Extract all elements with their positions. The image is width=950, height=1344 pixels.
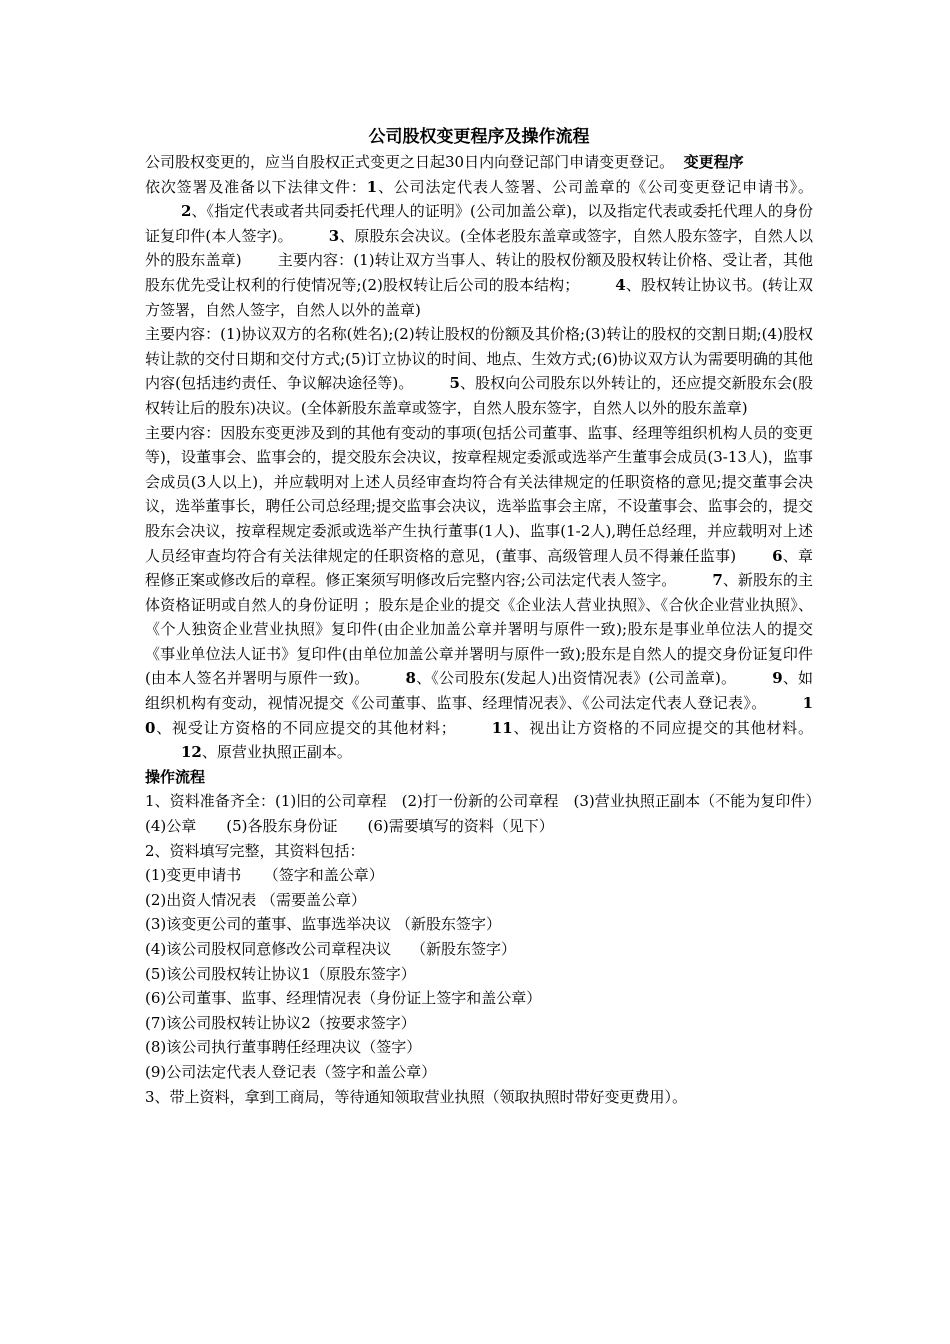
item-2-text: 、《指定代表或者共同委托代理人的证明》(公司加盖公章)，以及指定代表或委托代理人的身份证复印件(本人签字)。 [145, 202, 813, 245]
list-item: (9)公司法定代表人登记表（签字和盖公章） [145, 1062, 437, 1081]
item-10-text: 、视受让方资格的不同应提交的其他材料； [155, 718, 456, 737]
operation-step-2: 2、资料填写完整，其资料包括： [145, 841, 365, 860]
item-2-number: 2 [181, 202, 192, 221]
list-item: (4)该公司股权同意修改公司章程决议 （新股东签字） [145, 940, 517, 958]
document-page [145, 124, 829, 1109]
item-5-number: 5 [449, 374, 460, 393]
list-item: (1)变更申请书 （签字和盖公章） [145, 866, 384, 885]
item-8-text: 、《公司股东(发起人)出资情况表》(公司盖章)。 [415, 669, 737, 688]
item-6-text: 、章程修正案或修改后的章程。修正案须写明修改后完整内容;公司法定代表人签字。 [145, 546, 813, 590]
item-4-number: 4 [615, 275, 626, 294]
intro-paragraph [145, 150, 813, 175]
materials-list [145, 863, 813, 1084]
item-9-text: 、如组织机构有变动，视情况提交《公司董事、监事、经理情况表》、《公司法定代表人登记表》。 [145, 669, 813, 713]
operation-flow-heading: 操作流程 [145, 767, 206, 786]
operation-step-3: 3、带上资料，拿到工商局，等待通知领取营业执照（领取执照时带好变更费用）。 [145, 1087, 688, 1106]
item-9-number: 9 [772, 669, 783, 688]
item-4-text: 、股权转让协议书。(转让双方签署，自然人签字，自然人以外的盖章) [145, 275, 813, 319]
item-3-content: 主要内容：(1)转让双方当事人、转让的股权份额及股权转让价格、受让者，其他股东优先受让权利的行使情况等;(2)股权转让后公司的股本结构； [145, 251, 813, 294]
docs-intro: 依次签署及准备以下法律文件： [145, 177, 367, 196]
document-title: 公司股权变更程序及操作流程 [368, 127, 590, 147]
procedure-paragraph-2 [145, 322, 813, 420]
item-1-number: 1 [366, 177, 378, 196]
item-11-number: 11 [491, 718, 513, 737]
item-12-number: 12 [181, 743, 202, 762]
item-4-content: 主要内容：(1)协议双方的名称(姓名);(2)转让股权的份额及其价格;(3)转让的股权的交割日期;(4)股权转让款的交付日期和交付方式;(5)订立协议的时间、地点、生效方式;(6)协议双方认为需要明确的其他内容(包括违约责任、争议解决途径等)。 [145, 325, 813, 393]
item-8-number: 8 [405, 669, 416, 688]
item-5-content: 主要内容：因股东变更涉及到的其他有变动的事项(包括公司董事、监事、经理等组织机构人员的变更等)，设董事会、监事会的，提交股东会决议，按章程规定委派或选举产生董事会成员(3-13人)，监事会成员(3人以上)，并应载明对上述人员经审查均符合有关法律规定的任职资格的意见;提交董事会决议，选举董事长，聘任公司总经理;提交监事会决议，选举监事会主席，不设董事会、监事会的，提交股东会决议，按章程规定委派或选举产生执行董事(1人)、监事(1-2人),聘任总经理，并应载明对上述人员经审查均符合有关法律规定的任职资格的意见，(董事、高级管理人员不得兼任监事) [145, 423, 813, 565]
list-item: (3)该变更公司的董事、监事选举决议 （新股东签字） [145, 915, 502, 934]
item-7-text: 、新股东的主体资格证明或自然人的身份证明 ；股东是企业的提交《企业法人营业执照》、《合伙企业营业执照》、《个人独资企业营业执照》复印件(由企业加盖公章并署明与原件一致);股东是事业单位法人的提交《事业单位法人证书》复印件(由单位加盖公章并署明与原件一致);股东是自然人的提交身份证复印件(由本人签名并署明与原件一致)。 [145, 571, 813, 688]
procedure-paragraph-1 [145, 175, 813, 323]
change-procedure-heading: 变更程序 [683, 153, 744, 171]
list-item: (7)该公司股权转让协议2（按要求签字） [145, 1013, 416, 1032]
list-item: (6)公司董事、监事、经理情况表（身份证上签字和盖公章） [145, 989, 542, 1008]
item-3-text: 、原股东会决议。(全体老股东盖章或签字，自然人股东签字，自然人以外的股东盖章) [145, 226, 813, 270]
item-11-text: 、视出让方资格的不同应提交的其他材料。 [512, 718, 813, 737]
item-6-number: 6 [772, 546, 783, 565]
item-12-text: 、原营业执照正副本。 [201, 743, 352, 762]
list-item: (2)出资人情况表 （需要盖公章） [145, 890, 367, 909]
item-3-number: 3 [328, 226, 340, 245]
list-item: (8)该公司执行董事聘任经理决议（签字） [145, 1038, 422, 1057]
item-1-text: 、公司法定代表人签署、公司盖章的《公司变更登记申请书》。 [377, 177, 813, 196]
procedure-paragraph-3 [145, 421, 813, 765]
item-10-number: 10 [145, 694, 813, 737]
item-7-number: 7 [712, 571, 723, 590]
operation-step-1: 1、资料准备齐全：(1)旧的公司章程 (2)打一份新的公司章程 (3)营业执照正副本（不能为复印件） (4)公章 (5)各股东身份证 (6)需要填写的资料（见下） [145, 792, 829, 836]
intro-text: 公司股权变更的，应当自股权正式变更之日起30日内向登记部门申请变更登记。 [145, 153, 675, 171]
list-item: (5)该公司股权转让协议1（原股东签字） [145, 964, 416, 983]
item-5-text: 、股权向公司股东以外转让的，还应提交新股东会(股权转让后的股东)决议。(全体新股东盖章或签字，自然人股东签字，自然人以外的股东盖章) [145, 374, 813, 417]
